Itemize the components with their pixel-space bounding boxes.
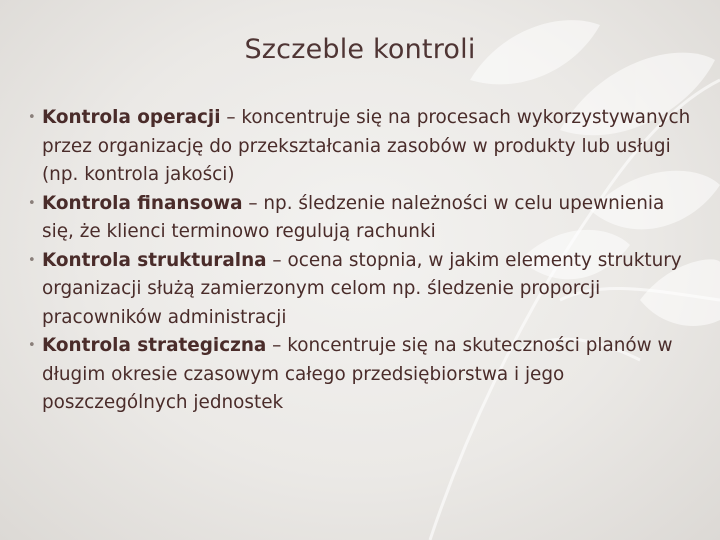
item-term: Kontrola finansowa [42, 192, 243, 214]
item-text: np. śledzenie należności w celu upewnienia się, że klienci terminowo regulują rachunki [42, 192, 665, 242]
list-item [26, 247, 694, 333]
bullet-list [26, 104, 694, 418]
item-dash: – [242, 192, 264, 214]
list-item [26, 332, 694, 418]
item-dash: – [266, 335, 288, 356]
slide-title: Szczeble kontroli [244, 34, 476, 65]
list-item [26, 104, 694, 190]
item-dash: – [220, 107, 242, 128]
item-term: Kontrola strukturalna [42, 249, 267, 271]
bullet-icon: • [28, 110, 36, 125]
list-item [26, 190, 694, 247]
item-dash: – [266, 249, 288, 271]
item-text: koncentruje się na procesach wykorzystywanych przez organizację do przekształcania zasobów w produkty lub usługi (np. kontrola jakości) [42, 107, 691, 185]
bullet-icon: • [28, 252, 36, 268]
bullet-icon: • [28, 195, 36, 211]
item-term: Kontrola operacji [42, 107, 221, 128]
item-text: koncentruje się na skuteczności planów w długim okresie czasowym całego przedsiębiorstwa i jego poszczególnych jednostek [42, 335, 673, 413]
item-term: Kontrola strategiczna [42, 335, 267, 356]
item-text: ocena stopnia, w jakim elementy struktury organizacji służą zamierzonym celom np. śledzenie proporcji pracowników administracji [42, 249, 682, 328]
bullet-icon: • [28, 338, 36, 353]
